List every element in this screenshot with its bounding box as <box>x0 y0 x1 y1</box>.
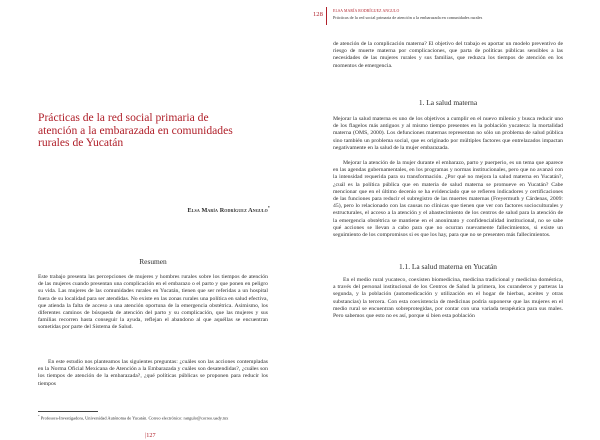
article-title: Prácticas de la red social primaria de atención a la embarazada en comunidades rurales de Yucatán <box>38 111 233 150</box>
abstract-heading: Resumen <box>139 257 167 266</box>
footnote-rule <box>38 411 98 412</box>
continued-paragraph: de atención de la complicación materna? El objetivo del trabajo es aportar un modelo preventivo de riesgo de muerte materna por complicaciones, que parta de políticas públicas sensibles a las necesidades de las mujeres rurales y sus familias, que reduzca los tiempos de atención en los momentos de emergencia. <box>333 41 563 69</box>
running-head-author: ELSA MARÍA RODRÍGUEZ ANGULO <box>333 9 400 13</box>
section-paragraph-1: Mejorar la salud materna es uno de los objetivos a cumplir en el nuevo milenio y busca reducir uno de los flagelos más antiguos y al mismo tiempo presentes en la población yucateca: la mortalidad materna (OMS, 2000). Los defunciones maternas representan no sólo un problema de salud pública sino también un problema social, que es originado por múltiples factores que entrelazados impactan negativamente en la salud de la mujer embarazada. <box>333 116 563 151</box>
page-number: |127 <box>145 432 156 439</box>
header-divider <box>326 7 327 25</box>
author-line <box>150 205 270 214</box>
page-number: 128 <box>313 11 323 18</box>
author-footnote-mark: * <box>267 205 270 210</box>
author-name: Elsa María Rodríguez Angulo <box>187 207 268 215</box>
footnote-mark: * <box>38 414 40 418</box>
running-head-title: Prácticas de la red social primaria de atención a la embarazada en comunidades rurales <box>333 15 483 20</box>
section-heading: 1. La salud materna <box>418 98 478 107</box>
abstract-paragraph-1: Este trabajo presenta las percepciones de mujeres y hombres rurales sobre los tiempos de atención de las mujeres cuando presentan una complicación en el embarazo o el parto y que ponen en peligro su vida. Las mujeres de las comunidades rurales en Yucatán, tienen que ser referidas a un hospital fuera de su localidad para ser atendidas. No existe en las zonas rurales una política en salud efectiva, que atienda la falta de acceso a una atención oportuna de la emergencia obstétrica. Asimismo, los diferentes caminos de búsqueda de atención del parto y su complicación, que las mujeres y sus familias recorren hasta conseguir la ayuda, reflejan el abandono al que aquéllas se encuentran sometidas por parte del Sistema de Salud. <box>38 274 268 331</box>
subsection-heading: 1.1. La salud materna en Yucatán <box>398 262 498 271</box>
right-page <box>300 0 600 440</box>
subsection-paragraph-1: En el medio rural yucateco, coexisten biomedicina, medicina tradicional y medicina doméstica, a través del personal institucional de los Centros de Salud la primera, los curanderos y parteras la segunda, y la población (automedicación y utilización en el hogar de hierbas, aceites y otras substancias) la tercera. Con esta coexistencia de medicinas podría suponerse que las mujeres en el medio rural se encuentran sobreprotegidas, por contar con una variada terapéutica para sus males. Pero sabemos que esto no es así, porque si bien esta población <box>333 277 563 320</box>
abstract-paragraph-2: En este estudio nos planteamos las siguientes preguntas: ¿cuáles son las acciones contempladas en la Norma Oficial Mexicana de Atención a la Embarazada y cuáles son desatendidas?, ¿cuáles son los tiempos de atención de la embarazada?, ¿qué políticas públicas se proponen para reducir los tiempos <box>38 359 268 387</box>
footnote <box>38 414 268 421</box>
footnote-text: Profesora-Investigadora, Universidad Autónoma de Yucatán. Correo electrónico: rangulo@correo.uady.mx <box>40 415 229 421</box>
section-paragraph-2: Mejorar la atención de la mujer durante el embarazo, parto y puerperio, es un tema que aparece en las agendas gubernamentales, en los programas y normas institucionales, pero que no avanzó con la intensidad requerida para su transformación. ¿Por qué no mejora la salud materna en Yucatán?, ¿cuál es la política pública que en materia de salud materna se promueve en Yucatán? Cabe mencionar que en el último decenio se ha evidenciado que se refieren indicadores y certificaciones de las funciones para reducir el subregistro de las muertes maternas (Freyermuth y Cárdenas, 2009: 45), pero lo relacionado con las causas no clínicas que tienen que ver con factores socioculturales y estructurales, el acceso a la atención y el abastecimiento de los centros de salud para la atención de la emergencia obstétrica se mantiene en el anonimato y confidencialidad institucional, no se sabe qué acciones se llevan a cabo para que no ocurran nuevamente fallecimientos, si existe un seguimiento de los compromisos si es que los hay, para que no se presenten más fallecimientos. <box>333 160 563 239</box>
